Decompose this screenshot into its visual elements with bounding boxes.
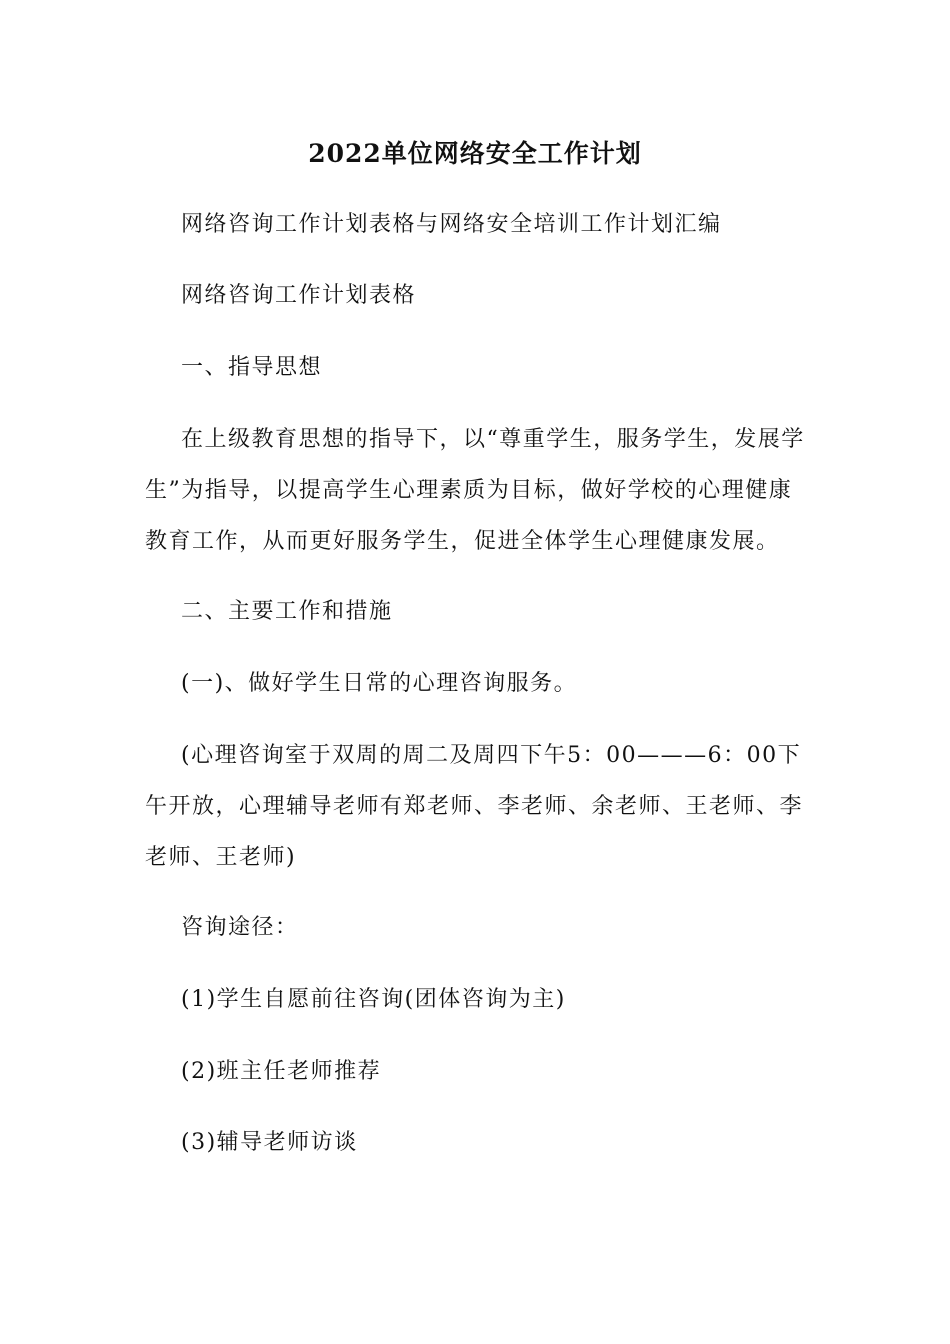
list-item-voluntary: (1)学生自愿前往咨询(团体咨询为主)	[181, 987, 566, 1012]
paragraph-subtitle: 网络咨询工作计划表格与网络安全培训工作计划汇编	[181, 212, 722, 237]
paragraph-section-heading: 网络咨询工作计划表格	[181, 283, 417, 308]
paragraph-counseling-channels: 咨询途径：	[181, 915, 299, 940]
document-title: 2022单位网络安全工作计划	[308, 139, 642, 168]
paragraph-guiding-ideology: 在上级教育思想的指导下，以“尊重学生，服务学生，发展学生”为指导，以提高学生心理素质为目标，做好学校的心理健康教育工作，从而更好服务学生，促进全体学生心理健康发展。	[145, 427, 805, 554]
paragraph-counseling-hours: (心理咨询室于双周的周二及周四下午5：00———6：00下午开放，心理辅导老师有郑老师、李老师、余老师、王老师、李老师、王老师)	[145, 743, 804, 870]
paragraph-daily-counseling: (一)、做好学生日常的心理咨询服务。	[181, 671, 578, 696]
list-item-counselor-interview: (3)辅导老师访谈	[181, 1130, 358, 1155]
heading-main-work: 二、主要工作和措施	[181, 599, 393, 624]
heading-guiding-ideology: 一、指导思想	[181, 355, 323, 380]
list-item-teacher-referral: (2)班主任老师推荐	[181, 1059, 382, 1084]
